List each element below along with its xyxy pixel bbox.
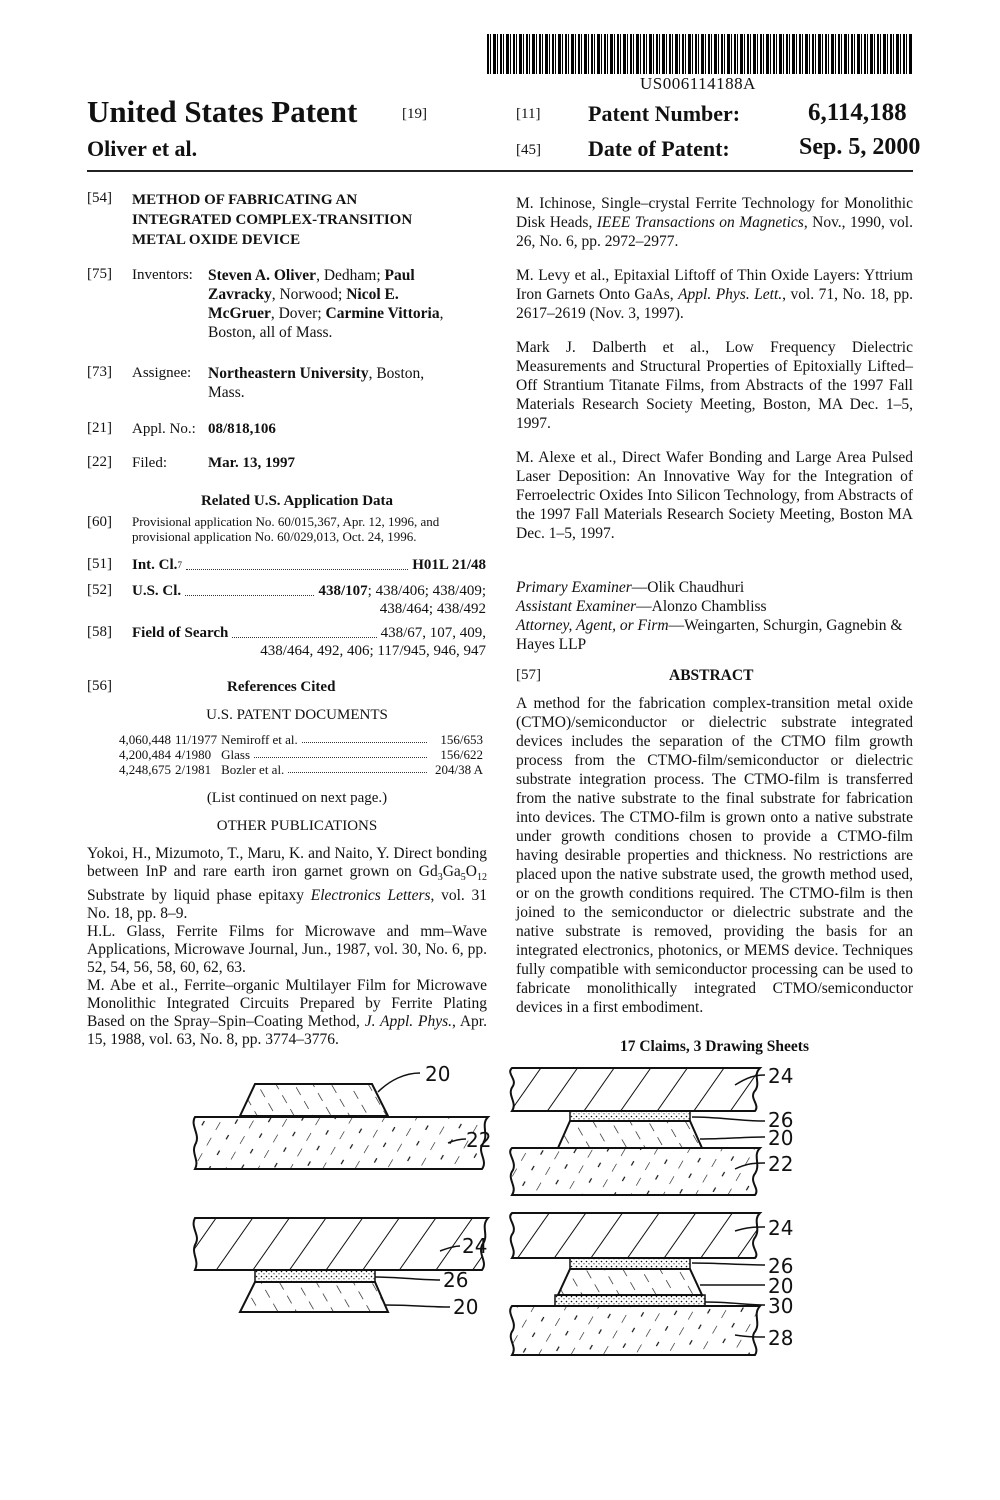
patent-number-code: [11] <box>516 106 541 122</box>
abstract-heading: ABSTRACT <box>669 667 754 684</box>
publication-entry: M. Levy et al., Epitaxial Liftoff of Thin Oxide Layers: Yttrium Iron Garnets Onto GaAs, Appl. Phys. Lett., vol. 71, No. 18, pp. 2617–2619 (Nov. 3, 1997). <box>516 267 913 322</box>
field-58: [58] Field of Search 438/67, 107, 409, 438/464, 492, 406; 117/945, 946, 947 <box>87 624 486 659</box>
field-21 <box>87 420 487 442</box>
barcode-text: US006114188A <box>640 74 756 93</box>
code-51: [51] <box>87 556 112 572</box>
abstract-text: A method for the fabrication complex-transition metal oxide (CTMO)/semiconductor or dielectric substrate integrated devices includes the separation of the CTMO film growth process from the CTMO-film/semiconductor or dielectric substrate integration process. The CTMO-film is transferred from the native substrate to the final substrate for fabrication into devices. The CTMO-film is grown onto a native substrate under growth conditions chosen to provide a CTMO-film having desirable properties and thickness. No restrictions are placed upon the native substrate used, the growth method used, or on the growth conditions required. The CTMO-film is then joined to the semiconductor or dielectric substrate and the native substrate is removed, providing the basis for an integrated electronics, photonics, or MEMS device. Techniques fully compatible with semiconductor processing can be used to fabricate monolithically integrated CTMO/semiconductor devices in a first embodiment. <box>516 695 913 1016</box>
patent-number-label: Patent Number: <box>588 101 741 126</box>
ref-label-20: 20 <box>768 1126 794 1150</box>
ref-label-26: 26 <box>768 1108 794 1132</box>
code-73: [73] <box>87 364 112 380</box>
ref-label-24: 24 <box>462 1234 488 1258</box>
field-54 <box>87 190 487 250</box>
field-52: [52] U.S. Cl. 438/107; 438/406; 438/409; 438/464; 438/492 <box>87 582 486 617</box>
publication-entry: M. Alexe et al., Direct Wafer Bonding and Large Area Pulsed Laser Deposition: An Innovative Way for the Integration of Ferroelectric Oxides Into Silicon Technology, from Abstracts of the 1997 Fall Materials Research Society Meeting, Boston MA Dec. 1–5, 1997. <box>516 449 913 542</box>
inventors-label: Inventors: <box>132 267 193 283</box>
header-rule <box>87 170 913 172</box>
inventor-name: Steven A. Oliver <box>208 267 317 284</box>
references-heading: References Cited <box>227 679 336 695</box>
field-51: [51] Int. Cl. 7 H01L 21/48 <box>87 556 486 573</box>
other-publications <box>87 845 487 1049</box>
code-22: [22] <box>87 454 112 470</box>
ref-label-20: 20 <box>768 1274 794 1298</box>
panel-c <box>510 1068 765 1195</box>
inventor-name: Carmine Vittoria <box>325 305 440 322</box>
doc-date: 2/1981 <box>175 762 212 777</box>
doc-number: 4,060,448 <box>119 732 171 747</box>
assistant-examiner: —Alonzo Chambliss <box>636 598 767 615</box>
related-heading: Related U.S. Application Data <box>200 493 394 509</box>
publication-entry: Yokoi, H., Mizumoto, T., Maru, K. and Naito, Y. Direct bonding between InP and rare earth iron garnet grown on $Gd_3Ga_5O_{12}$ Substrate by liquid phase epitaxy Electronics Letters, vol. 31 No. 18, pp. 8–9. <box>87 845 487 923</box>
panel-d <box>510 1213 765 1355</box>
ref-label-20: 20 <box>453 1295 479 1319</box>
field-22 <box>87 454 487 476</box>
left-column <box>87 190 487 1049</box>
abstract-header <box>516 666 913 688</box>
patent-title: United States Patent <box>87 94 358 129</box>
field-of-search-label: Field of Search <box>132 625 229 641</box>
invention-title-line-3: METAL OXIDE DEVICE <box>132 232 301 248</box>
us-docs-heading: U.S. PATENT DOCUMENTS <box>206 707 388 723</box>
title-code: [19] <box>402 106 427 122</box>
attorney: —Weingarten, Schurgin, Gagnebin & Hayes LLP <box>516 617 903 653</box>
us-doc-row <box>119 762 487 777</box>
panel-a <box>194 1073 488 1169</box>
assistant-examiner-label: Assistant Examiner <box>516 598 637 615</box>
publication-entry: H.L. Glass, Ferrite Films for Microwave and mm–Wave Applications, Microwave Journal, Jun., 1987, vol. 30, No. 6, pp. 52, 54, 56, 58, 60, 62, 63. <box>87 923 487 977</box>
code-57: [57] <box>516 667 541 683</box>
publication-entry: Mark J. Dalberth et al., Low Frequency Dielectric Measurements and Structural Properties of Epitoxially Lifted–Off Strantium Titanate Films, from Abstracts of the 1997 Fall Materials Research Society Meeting, Boston, MA Dec. 1–5, 1997. <box>516 339 913 432</box>
other-publications-heading: OTHER PUBLICATIONS <box>216 818 378 834</box>
ref-label-28: 28 <box>768 1326 794 1350</box>
code-60: [60] <box>87 514 112 530</box>
filed-value: Mar. 13, 1997 <box>208 455 295 471</box>
doc-inventor: Bozler et al. <box>221 762 435 777</box>
int-cl-label: Int. Cl. <box>132 557 178 573</box>
ref-label-22: 22 <box>768 1152 794 1176</box>
list-continued: (List continued on next page.) <box>206 790 388 806</box>
code-52: [52] <box>87 582 112 598</box>
ref-label-20: 20 <box>425 1062 451 1086</box>
primary-examiner-label: Primary Examiner <box>516 579 632 596</box>
date-label: Date of Patent: <box>588 136 730 161</box>
attorney-label: Attorney, Agent, or Firm <box>516 617 669 634</box>
code-21: [21] <box>87 420 112 436</box>
inventor-name: Zavracky <box>208 286 272 303</box>
appl-no-value: 08/818,106 <box>208 421 276 437</box>
doc-inventor: Glass <box>221 747 435 762</box>
doc-number: 4,248,675 <box>119 762 171 777</box>
patent-number: 6,114,188 <box>808 99 907 126</box>
panel-b <box>194 1218 488 1312</box>
patent-drawing <box>0 1055 1000 1385</box>
barcode <box>487 34 912 74</box>
inventor-name: Nicol E. <box>346 286 399 303</box>
filed-label: Filed: <box>132 455 168 471</box>
ref-label-24: 24 <box>768 1216 794 1240</box>
us-cl-label: U.S. Cl. <box>132 583 182 599</box>
doc-date: 4/1980 <box>175 747 212 762</box>
doc-number: 4,200,484 <box>119 747 171 762</box>
field-75 <box>87 266 487 354</box>
inventors-list: Steven A. Oliver, Dedham; Paul Zavracky, Norwood; Nicol E. McGruer, Dover; Carmine Vittoria, Boston, all of Mass. <box>208 267 444 341</box>
ref-label-26: 26 <box>443 1268 469 1292</box>
claims-sheets: 17 Claims, 3 Drawing Sheets <box>619 1038 809 1055</box>
ref-label-30: 30 <box>768 1294 794 1318</box>
invention-title-line-2: INTEGRATED COMPLEX-TRANSITION <box>132 212 413 228</box>
ref-label-26: 26 <box>768 1254 794 1278</box>
doc-class: 156/653 <box>440 732 483 747</box>
right-column <box>516 194 913 1056</box>
inventor-name: Paul <box>384 267 415 284</box>
ref-label-24: 24 <box>768 1064 794 1088</box>
invention-title-line-1: METHOD OF FABRICATING AN <box>132 192 358 208</box>
date-code: [45] <box>516 142 541 158</box>
patent-date: Sep. 5, 2000 <box>799 134 921 160</box>
publication-entry: M. Abe et al., Ferrite–organic Multilayer Film for Microwave Monolithic Integrated Circuits Prepared by Ferrite Plating Based on the Spray–Spin–Coating Method, J. Appl. Phys., Apr. 15, 1988, vol. 63, No. 8, pp. 3774–3776. <box>87 977 487 1049</box>
doc-inventor: Nemiroff et al. <box>221 732 435 747</box>
primary-examiner: —Olik Chaudhuri <box>631 579 745 596</box>
appl-no-label: Appl. No.: <box>132 421 196 437</box>
doc-date: 11/1977 <box>175 732 218 747</box>
field-73: [73] Assignee: Northeastern University, Boston, Mass. <box>87 364 425 401</box>
field-60: [60] Provisional application No. 60/015,367, Apr. 12, 1996, and provisional application No. 60/029,013, Oct. 24, 1996. <box>87 514 440 544</box>
us-doc-row <box>119 747 487 762</box>
assignee-label: Assignee: <box>132 365 192 381</box>
us-docs-table <box>119 732 487 777</box>
code-58: [58] <box>87 624 112 640</box>
code-75: [75] <box>87 266 112 282</box>
us-doc-row <box>119 732 487 747</box>
doc-class: 156/622 <box>440 747 483 762</box>
int-cl-value: H01L 21/48 <box>412 557 486 573</box>
publication-entry: M. Ichinose, Single–crystal Ferrite Technology for Monolithic Disk Heads, IEEE Transactions on Magnetics, Nov., 1990, vol. 26, No. 6, pp. 2972–2977. <box>516 195 913 250</box>
inventors-short: Oliver et al. <box>87 136 198 161</box>
ref-label-22: 22 <box>466 1128 492 1152</box>
code-56: [56] <box>87 678 112 694</box>
inventor-name: McGruer <box>208 305 271 322</box>
us-cl-main: 438/107 <box>318 583 368 599</box>
examiners <box>516 578 913 654</box>
assignee-name: Northeastern University <box>208 365 369 382</box>
code-54: [54] <box>87 190 112 206</box>
field-56 <box>87 678 487 700</box>
doc-class: 204/38 A <box>434 762 483 777</box>
